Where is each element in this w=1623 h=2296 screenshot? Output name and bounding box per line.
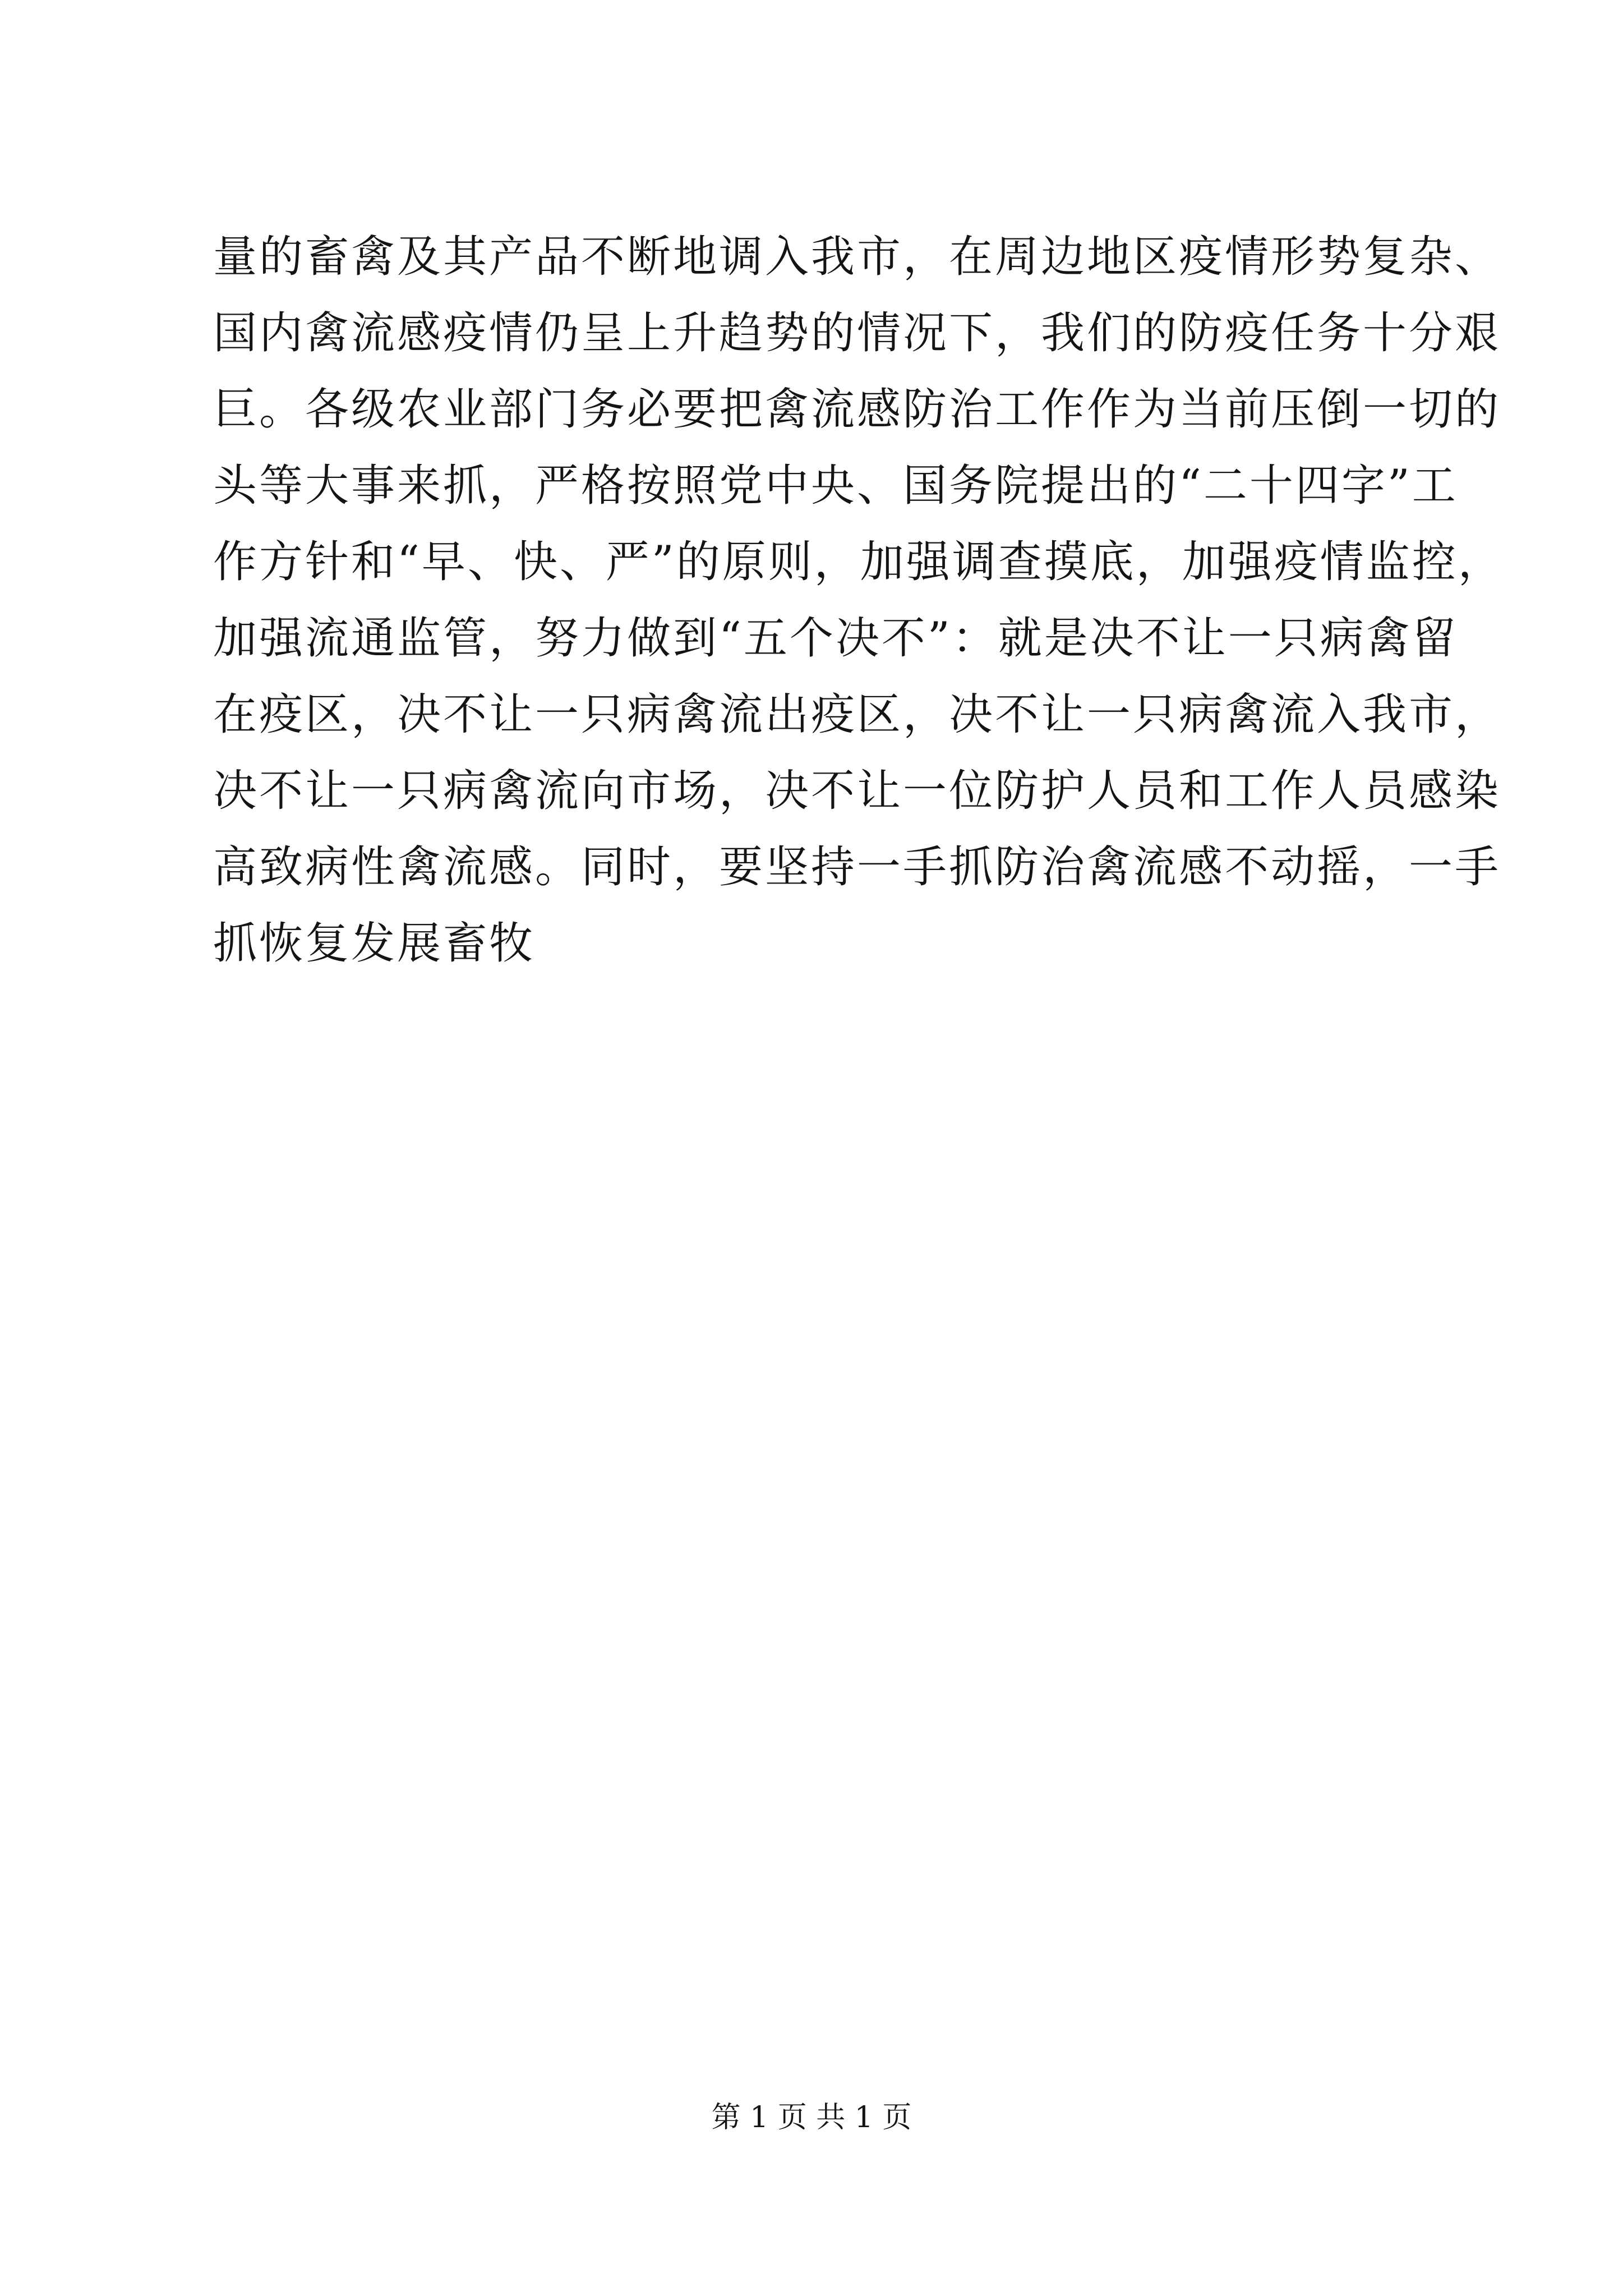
text-line: 加强流通监管，努力做到“五个决不”：就是决不让一只病禽留 [213, 613, 1458, 664]
text-line: 巨。各级农业部门务必要把禽流感防治工作作为当前压倒一切的 [213, 384, 1501, 435]
text-line: 决不让一只病禽流向市场，决不让一位防护人员和工作人员感染 [213, 766, 1501, 816]
text-line: 高致病性禽流感。同时，要坚持一手抓防治禽流感不动摇，一手 [213, 842, 1501, 892]
text-line: 在疫区，决不让一只病禽流出疫区，决不让一只病禽流入我市， [213, 689, 1501, 740]
body-paragraph [213, 219, 1504, 982]
page-number-footer: 第 1 页 共 1 页 [711, 2101, 912, 2134]
text-line: 量的畜禽及其产品不断地调入我市，在周边地区疫情形势复杂、 [213, 232, 1501, 282]
text-line: 头等大事来抓，严格按照党中央、国务院提出的“二十四字”工 [213, 461, 1458, 511]
text-line: 作方针和“早、快、严”的原则，加强调查摸底，加强疫情监控， [213, 537, 1504, 587]
text-line: 抓恢复发展畜牧 [213, 918, 536, 969]
text-line: 国内禽流感疫情仍呈上升趋势的情况下，我们的防疫任务十分艰 [213, 308, 1501, 358]
